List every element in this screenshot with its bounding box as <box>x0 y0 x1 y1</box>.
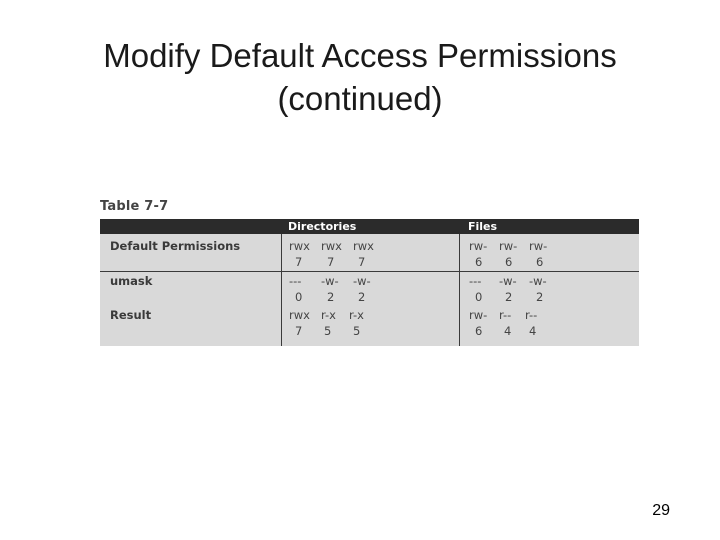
file-perm-cell: rw- <box>469 308 488 322</box>
column-divider <box>459 234 460 346</box>
table-caption: Table 7-7 <box>100 199 169 214</box>
file-octal-cell: 4 <box>529 324 537 338</box>
page-number: 29 <box>652 502 670 519</box>
header-directories: Directories <box>288 220 357 233</box>
dir-octal-cell: 0 <box>295 290 303 304</box>
file-octal-cell: 6 <box>475 255 483 269</box>
slide-title <box>0 34 720 120</box>
dir-perm-cell: -w- <box>353 274 371 288</box>
file-octal-cell: 6 <box>505 255 513 269</box>
dir-octal-cell: 7 <box>358 255 366 269</box>
table-header-row <box>100 219 639 234</box>
file-perm-cell: --- <box>469 274 482 288</box>
dir-octal-cell: 7 <box>295 255 303 269</box>
dir-perm-cell: r-x <box>349 308 364 322</box>
file-perm-cell: rw- <box>529 239 548 253</box>
permissions-table <box>100 219 639 346</box>
row-label: Result <box>110 308 152 322</box>
table-figure <box>100 196 640 348</box>
dir-perm-cell: --- <box>289 274 302 288</box>
file-perm-cell: r-- <box>525 308 538 322</box>
dir-perm-cell: rwx <box>353 239 374 253</box>
file-octal-cell: 4 <box>504 324 512 338</box>
row-label: Default Permissions <box>110 239 241 253</box>
dir-perm-cell: rwx <box>321 239 342 253</box>
slide-title-line-1: Modify Default Access Permissions <box>103 37 617 74</box>
file-perm-cell: r-- <box>499 308 512 322</box>
file-octal-cell: 6 <box>536 255 544 269</box>
dir-octal-cell: 5 <box>324 324 332 338</box>
file-perm-cell: -w- <box>529 274 547 288</box>
file-perm-cell: -w- <box>499 274 517 288</box>
dir-octal-cell: 2 <box>358 290 366 304</box>
dir-perm-cell: -w- <box>321 274 339 288</box>
dir-octal-cell: 7 <box>295 324 303 338</box>
file-octal-cell: 2 <box>505 290 513 304</box>
file-octal-cell: 6 <box>475 324 483 338</box>
dir-octal-cell: 5 <box>353 324 361 338</box>
dir-perm-cell: rwx <box>289 308 310 322</box>
column-divider <box>281 234 282 346</box>
header-files: Files <box>468 220 498 233</box>
dir-octal-cell: 7 <box>327 255 335 269</box>
slide-title-line-2: (continued) <box>277 80 443 117</box>
row-divider <box>100 271 639 272</box>
dir-perm-cell: r-x <box>321 308 336 322</box>
dir-octal-cell: 2 <box>327 290 335 304</box>
file-octal-cell: 2 <box>536 290 544 304</box>
file-perm-cell: rw- <box>499 239 518 253</box>
file-perm-cell: rw- <box>469 239 488 253</box>
file-octal-cell: 0 <box>475 290 483 304</box>
dir-perm-cell: rwx <box>289 239 310 253</box>
row-label: umask <box>110 274 153 288</box>
